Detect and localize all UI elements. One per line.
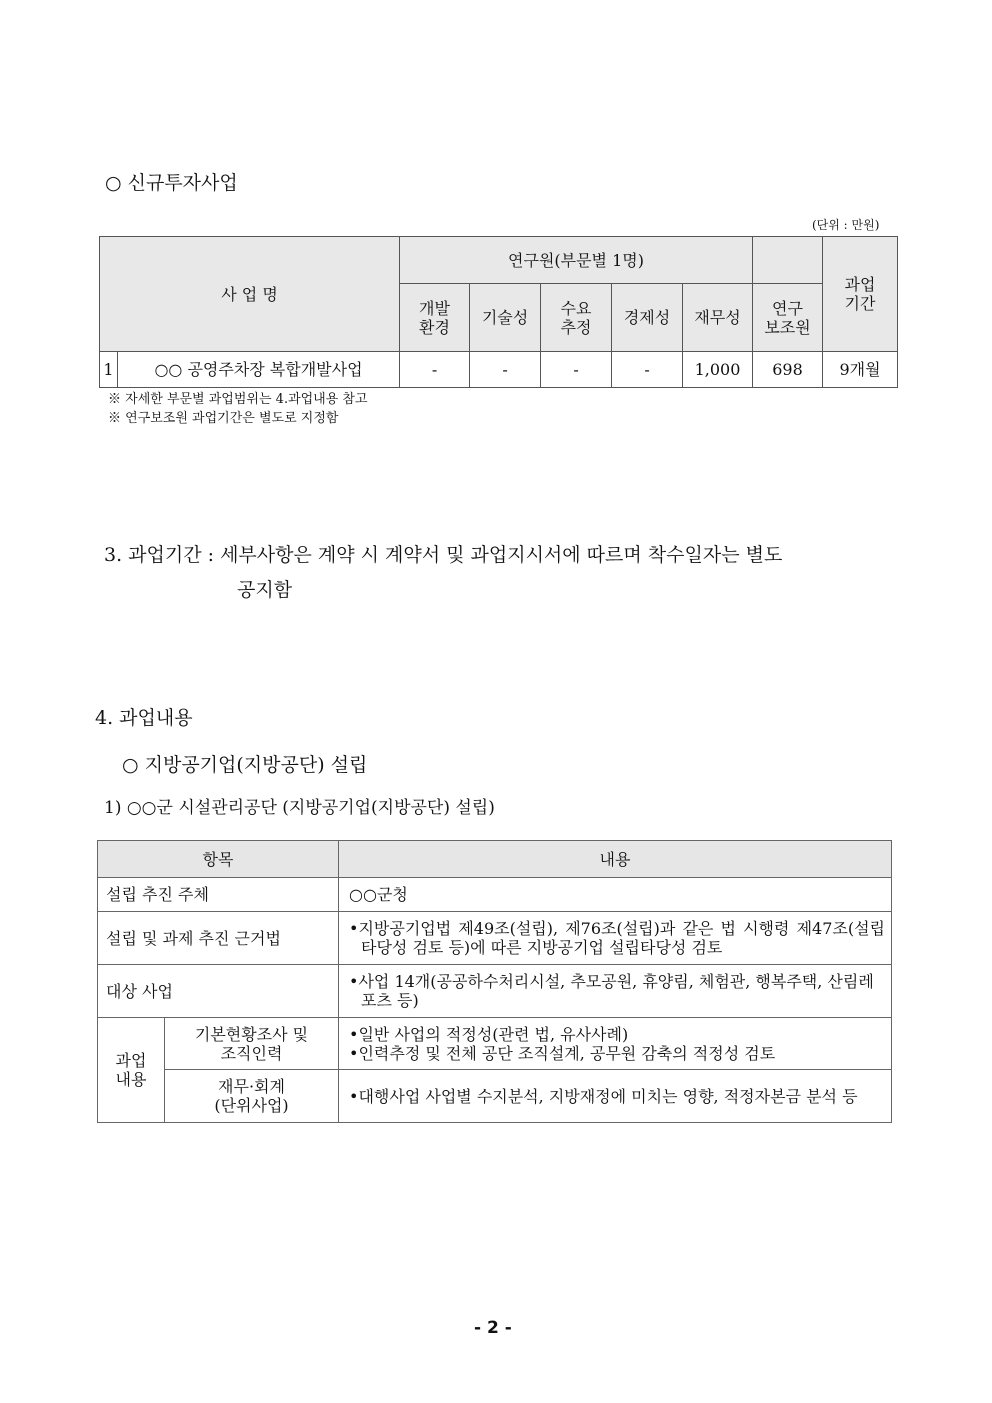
header-col: 재무성 — [683, 284, 753, 352]
row-name: ○○ 공영주차장 복합개발사업 — [118, 352, 400, 388]
table-row — [100, 352, 898, 388]
row-content: •일반 사업의 적정성(관련 법, 유사사례) — [349, 1024, 629, 1044]
note: ※ 연구보조원 과업기간은 별도로 지정함 — [108, 411, 339, 426]
row-content: ○○군청 — [339, 878, 892, 912]
page-number: - 2 - — [474, 1318, 512, 1338]
header-col: 경제성 — [612, 284, 683, 352]
row-item: 기본현황조사 및 조직인력 — [165, 1018, 339, 1070]
investment-table — [99, 236, 898, 388]
row-no: 1 — [100, 352, 118, 388]
section-4-title: 4. 과업내용 — [95, 707, 193, 729]
header-col: 수요 추정 — [541, 284, 612, 352]
header-blank — [753, 237, 823, 284]
header-col: 연구 보조원 — [753, 284, 823, 352]
group-label: 과업 내용 — [98, 1018, 165, 1123]
row-value: 1,000 — [683, 352, 753, 388]
header-researchers: 연구원(부문별 1명) — [400, 237, 753, 284]
header-col: 개발 환경 — [400, 284, 470, 352]
section-new-investment: ○ 신규투자사업 — [105, 172, 238, 194]
row-value: - — [612, 352, 683, 388]
row-value: - — [400, 352, 470, 388]
row-content: •지방공기업법 제49조(설립), 제76조(설립)과 같은 법 시행령 제47조(설립타당성 검토 등)에 따른 지방공기업 설립타당성 검토 — [349, 919, 886, 957]
task-table — [97, 840, 892, 1123]
row-content: •대행사업 사업별 수지분석, 지방재정에 미치는 영향, 적정자본금 분석 등 — [349, 1086, 858, 1106]
period-line-1: 3. 과업기간 : 세부사항은 계약 시 계약서 및 과업지시서에 따르며 착수일자는 별도 — [104, 544, 783, 566]
table-row — [98, 965, 892, 1018]
row-value: - — [470, 352, 541, 388]
table-row — [98, 878, 892, 912]
row-item: 설립 및 과제 추진 근거법 — [98, 912, 339, 965]
header-col: 기술성 — [470, 284, 541, 352]
row-content: •인력추정 및 전체 공단 조직설계, 공무원 감축의 적정성 검토 — [349, 1043, 776, 1063]
table-row — [98, 1018, 892, 1070]
table-row — [98, 912, 892, 965]
subsection-title: ○ 지방공기업(지방공단) 설립 — [122, 754, 368, 776]
period-line-2: 공지함 — [237, 579, 293, 601]
row-item: 설립 추진 주체 — [98, 878, 339, 912]
unit-label: (단위 : 만원) — [812, 218, 880, 232]
subsection-1-title: 1) ○○군 시설관리공단 (지방공기업(지방공단) 설립) — [104, 798, 495, 818]
row-value: 698 — [753, 352, 823, 388]
row-content: •사업 14개(공공하수처리시설, 추모공원, 휴양림, 체험관, 행복주택, 산림레포츠 등) — [349, 972, 874, 1010]
row-period: 9개월 — [823, 352, 898, 388]
row-value: - — [541, 352, 612, 388]
header-project-name: 사 업 명 — [100, 237, 400, 352]
row-item: 대상 사업 — [98, 965, 339, 1018]
note: ※ 자세한 부문별 과업범위는 4.과업내용 참고 — [108, 392, 368, 407]
header-item: 항목 — [98, 841, 339, 878]
header-content: 내용 — [339, 841, 892, 878]
header-period: 과업 기간 — [823, 237, 898, 352]
table-row — [98, 1070, 892, 1123]
row-item: 재무·회계 (단위사업) — [165, 1070, 339, 1123]
